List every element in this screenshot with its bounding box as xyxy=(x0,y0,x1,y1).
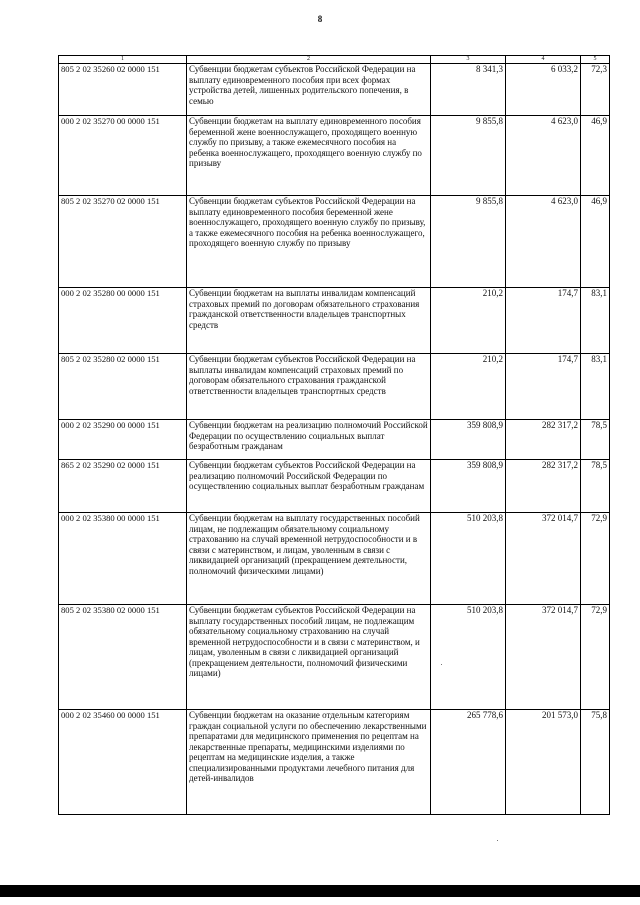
row-percent: 83,1 xyxy=(581,288,610,354)
scan-speck xyxy=(497,840,498,841)
row-planned: 510 203,8 xyxy=(431,513,506,605)
table-row xyxy=(59,64,610,116)
row-percent: 46,9 xyxy=(581,196,610,288)
page-number: 8 xyxy=(317,14,323,24)
column-header-code: 1 xyxy=(59,56,187,64)
table-header-row xyxy=(59,56,610,64)
row-planned: 265 778,6 xyxy=(431,710,506,815)
row-executed: 282 317,2 xyxy=(506,460,581,513)
row-executed: 174,7 xyxy=(506,288,581,354)
row-name: Субвенции бюджетам субъектов Российской Федерации на выплату единовременного пособия беременной жене военнослужащего, проходящего военную службу по призыву, а также ежемесячного пособия на ребенка военнослужащего, проходящего военную службу по призыву xyxy=(187,196,431,288)
table-row xyxy=(59,354,610,420)
row-planned: 210,2 xyxy=(431,354,506,420)
row-percent: 83,1 xyxy=(581,354,610,420)
table-row xyxy=(59,420,610,460)
row-name: Субвенции бюджетам на реализацию полномочий Российской Федерации по осуществлению социальных выплат безработным гражданам xyxy=(187,420,431,460)
row-planned: 510 203,8 xyxy=(431,605,506,710)
row-executed: 372 014,7 xyxy=(506,605,581,710)
row-executed: 4 623,0 xyxy=(506,196,581,288)
row-percent: 46,9 xyxy=(581,116,610,196)
row-code: 805 2 02 35280 02 0000 151 xyxy=(59,354,187,420)
row-code: 000 2 02 35280 00 0000 151 xyxy=(59,288,187,354)
row-percent: 78,5 xyxy=(581,460,610,513)
table-row xyxy=(59,196,610,288)
row-code: 000 2 02 35460 00 0000 151 xyxy=(59,710,187,815)
table-row xyxy=(59,116,610,196)
row-name: Субвенции бюджетам на выплаты инвалидам компенсаций страховых премий по договорам обязательного страхования гражданской ответственности владельцев транспортных средств xyxy=(187,288,431,354)
column-header-name: 2 xyxy=(187,56,431,64)
row-percent: 75,8 xyxy=(581,710,610,815)
table-row xyxy=(59,605,610,710)
row-percent: 72,9 xyxy=(581,513,610,605)
row-code: 805 2 02 35380 02 0000 151 xyxy=(59,605,187,710)
row-planned: 359 808,9 xyxy=(431,420,506,460)
row-planned: 210,2 xyxy=(431,288,506,354)
row-code: 805 2 02 35260 02 0000 151 xyxy=(59,64,187,116)
row-name: Субвенции бюджетам субъектов Российской Федерации на реализацию полномочий Российской Федерации по осуществлению социальных выплат безработным гражданам xyxy=(187,460,431,513)
row-percent: 78,5 xyxy=(581,420,610,460)
row-name: Субвенции бюджетам на оказание отдельным категориям граждан социальной услуги по обеспечению лекарственными препаратами для медицинского применения по рецептам на лекарственные препараты, медицинскими изделиями по рецептам на медицинские изделия, а также специализированными продуктами лечебного питания для детей-инвалидов xyxy=(187,710,431,815)
row-executed: 372 014,7 xyxy=(506,513,581,605)
table-row xyxy=(59,460,610,513)
row-executed: 6 033,2 xyxy=(506,64,581,116)
scan-speck xyxy=(441,664,442,665)
row-planned: 359 808,9 xyxy=(431,460,506,513)
row-executed: 282 317,2 xyxy=(506,420,581,460)
row-planned: 9 855,8 xyxy=(431,116,506,196)
row-executed: 4 623,0 xyxy=(506,116,581,196)
table-row xyxy=(59,288,610,354)
row-planned: 8 341,3 xyxy=(431,64,506,116)
row-code: 865 2 02 35290 02 0000 151 xyxy=(59,460,187,513)
row-name: Субвенции бюджетам субъектов Российской Федерации на выплату единовременного пособия при всех формах устройства детей, лишенных родительского попечения, в семью xyxy=(187,64,431,116)
row-name: Субвенции бюджетам на выплату единовременного пособия беременной жене военнослужащего, проходящего военную службу по призыву, а также ежемесячного пособия на ребенка военнослужащего, проходящего военную службу по призыву xyxy=(187,116,431,196)
row-code: 805 2 02 35270 02 0000 151 xyxy=(59,196,187,288)
table-row xyxy=(59,513,610,605)
row-code: 000 2 02 35380 00 0000 151 xyxy=(59,513,187,605)
column-header-percent: 5 xyxy=(581,56,610,64)
row-executed: 174,7 xyxy=(506,354,581,420)
row-name: Субвенции бюджетам на выплату государственных пособий лицам, не подлежащим обязательному социальному страхованию на случай временной нетрудоспособности и в связи с материнством, и лицам, уволенным в связи с ликвидацией организаций (прекращением деятельности, полномочий физическими лицами) xyxy=(187,513,431,605)
row-name: Субвенции бюджетам субъектов Российской Федерации на выплаты инвалидам компенсаций страховых премий по договорам обязательного страхования гражданской ответственности владельцев транспортных средств xyxy=(187,354,431,420)
budget-table xyxy=(58,55,610,815)
row-executed: 201 573,0 xyxy=(506,710,581,815)
row-code: 000 2 02 35270 00 0000 151 xyxy=(59,116,187,196)
column-header-executed: 4 xyxy=(506,56,581,64)
row-percent: 72,3 xyxy=(581,64,610,116)
row-planned: 9 855,8 xyxy=(431,196,506,288)
scan-bottom-edge xyxy=(0,885,640,897)
row-percent: 72,9 xyxy=(581,605,610,710)
row-code: 000 2 02 35290 00 0000 151 xyxy=(59,420,187,460)
column-header-planned: 3 xyxy=(431,56,506,64)
row-name: Субвенции бюджетам субъектов Российской Федерации на выплату государственных пособий лицам, не подлежащим обязательному социальному страхованию на случай временной нетрудоспособности и в связи с материнством, и лицам, уволенным в связи с ликвидацией организаций (прекращением деятельности, полномочий физическими лицами) xyxy=(187,605,431,710)
table-row xyxy=(59,710,610,815)
